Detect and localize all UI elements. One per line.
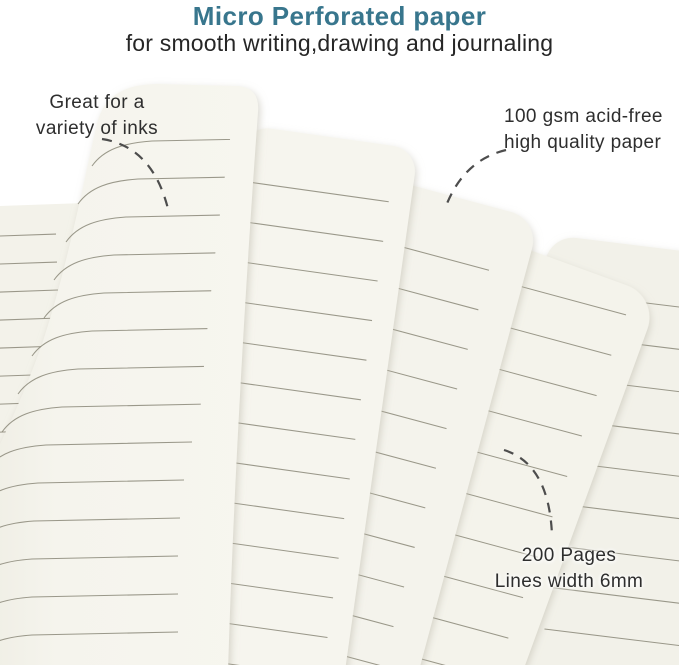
annotation-line: Great for a [49,92,145,113]
annotation-ink-variety [16,90,178,142]
annotation-line: 100 gsm acid-free [504,106,663,127]
annotation-line: variety of inks [35,118,159,139]
page-subtitle: for smooth writing,drawing and journaling [125,30,554,56]
annotation-paper-quality [504,104,663,156]
annotation-line: high quality paper [504,132,662,153]
annotation-line: 200 Pages [521,545,617,566]
page-title: Micro Perforated paper [192,1,487,31]
annotation-page-count [488,543,650,595]
annotation-line: Lines width 6mm [494,571,644,592]
